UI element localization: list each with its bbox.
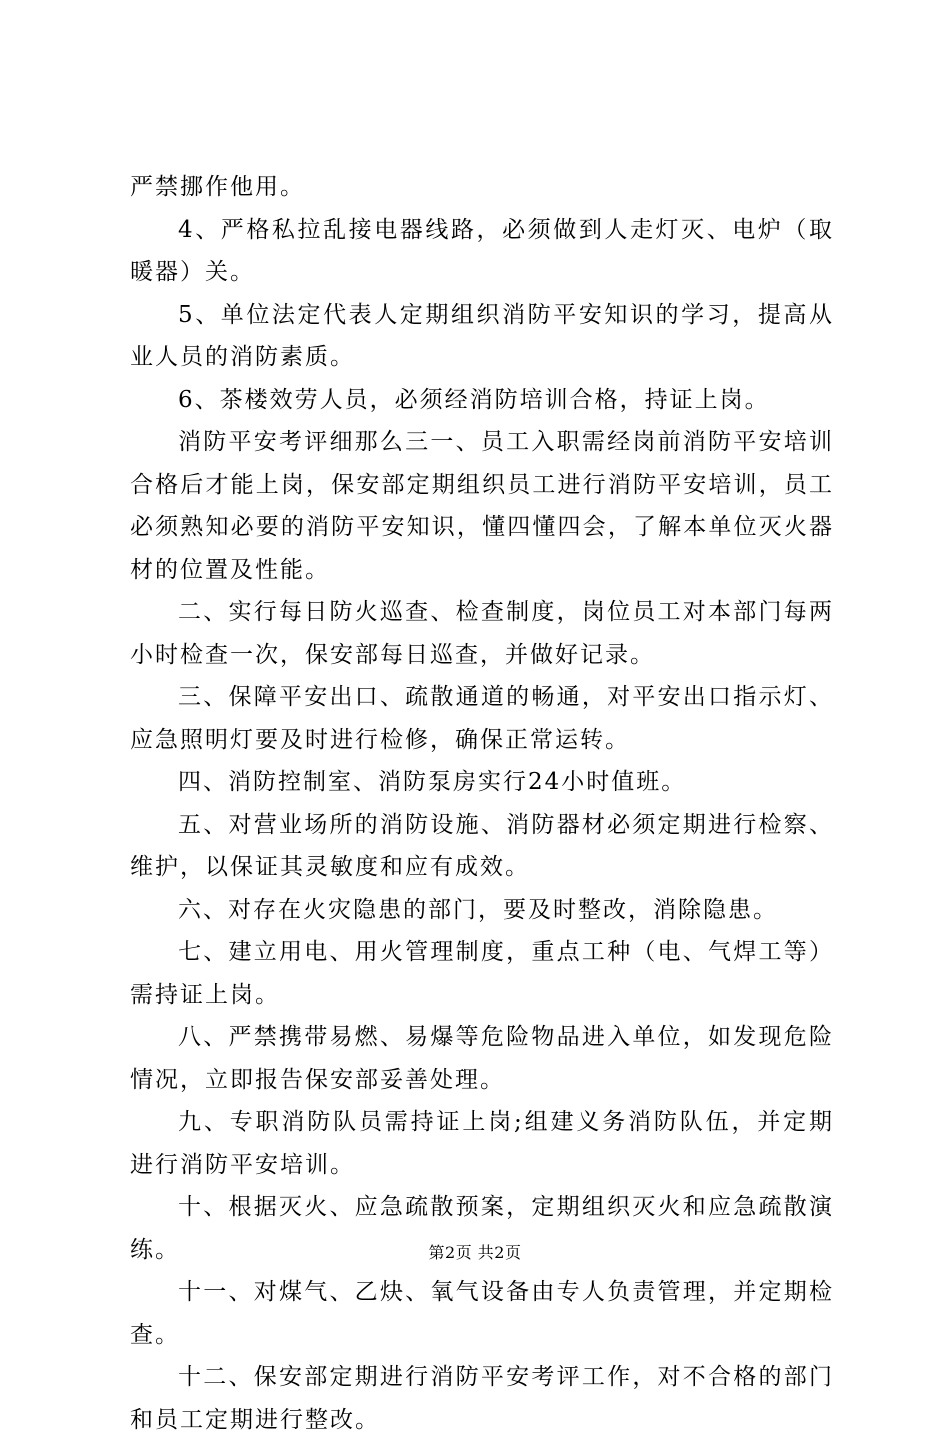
paragraph-rule-11: 十一、对煤气、乙炔、氧气设备由专人负责管理，并定期检查。 — [130, 1279, 834, 1348]
paragraph-rule-1: 消防平安考评细那么三一、员工入职需经岗前消防平安培训合格后才能上岗，保安部定期组织员工进行消防平安培训，员工必须熟知必要的消防平安知识，懂四懂四会，了解本单位灭火器材的位置及性能。 — [130, 429, 834, 583]
paragraph-item-5: 5、单位法定代表人定期组织消防平安知识的学习，提高从业人员的消防素质。 — [130, 301, 834, 370]
paragraph-continuation: 严禁挪作他用。 — [130, 174, 305, 200]
paragraph-rule-5: 五、对营业场所的消防设施、消防器材必须定期进行检察、维护，以保证其灵敏度和应有成效。 — [130, 811, 834, 880]
paragraph-rule-6: 六、对存在火灾隐患的部门，要及时整改，消除隐患。 — [178, 896, 778, 923]
paragraph-rule-4: 四、消防控制室、消防泵房实行24小时值班。 — [178, 769, 687, 795]
paragraph-rule-12: 十二、保安部定期进行消防平安考评工作，对不合格的部门和员工定期进行整改。 — [130, 1364, 834, 1433]
paragraph-rule-7: 七、建立用电、用火管理制度，重点工种（电、气焊工等）需持证上岗。 — [130, 939, 834, 1008]
paragraph-item-6: 6、茶楼效劳人员，必须经消防培训合格，持证上岗。 — [178, 386, 770, 413]
paragraph-rule-8: 八、严禁携带易燃、易爆等危险物品进入单位，如发现危险情况，立即报告保安部妥善处理。 — [130, 1024, 834, 1093]
paragraph-rule-9: 九、专职消防队员需持证上岗;组建义务消防队伍，并定期进行消防平安培训。 — [130, 1109, 834, 1178]
paragraph-item-4: 4、严格私拉乱接电器线路，必须做到人走灯灭、电炉（取暖器）关。 — [130, 216, 834, 285]
paragraph-rule-2: 二、实行每日防火巡查、检查制度，岗位员工对本部门每两小时检查一次，保安部每日巡查，并做好记录。 — [130, 599, 834, 668]
paragraph-rule-3: 三、保障平安出口、疏散通道的畅通，对平安出口指示灯、应急照明灯要及时进行检修，确保正常运转。 — [130, 684, 834, 753]
page-number-footer: 第2页 共2页 — [428, 1243, 522, 1262]
paragraph-rule-10: 十、根据灭火、应急疏散预案，定期组织灭火和应急疏散演练。 — [130, 1194, 834, 1263]
